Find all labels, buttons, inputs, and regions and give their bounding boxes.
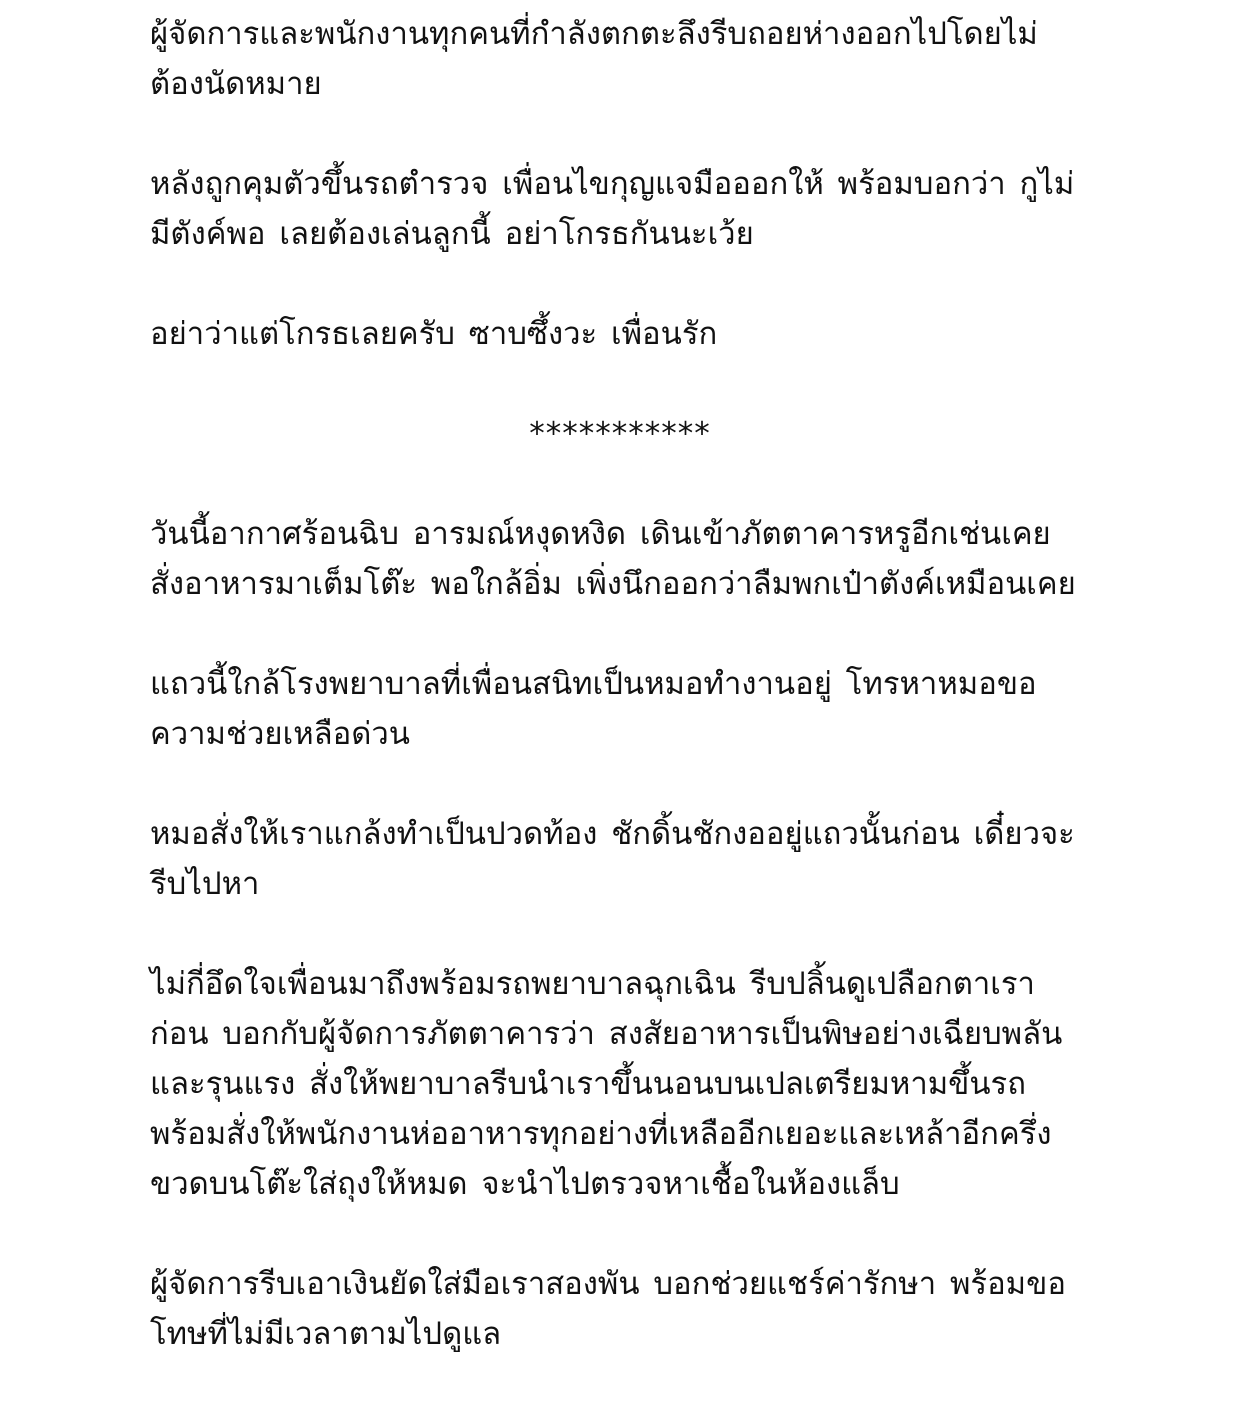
paragraph-7: ไม่กี่อึดใจเพื่อนมาถึงพร้อมรถพยาบาลฉุกเฉิน รีบปลิ้นดูเปลือกตาเรา ก่อน บอกกับผู้จัดการภัตตาคารว่า สงสัยอาหารเป็นพิษอย่างเฉียบพลัน และรุนแรง สั่งให้พยาบาลรีบนำเราขึ้นนอนบนเปลเตรียมหามขึ้นรถ พร้อมสั่งให้พนักงานห่ออาหารทุกอย่างที่เหลืออีกเยอะและเหล้าอีกครึ่ง ขวดบนโต๊ะใส่ถุงให้หมด จะนำไปตรวจหาเชื้อในห้องแล็บ	[150, 966, 1063, 1202]
section-separator: ***********	[529, 416, 711, 452]
paragraph-1: ผู้จัดการและพนักงานทุกคนที่กำลังตกตะลึงรีบถอยห่างออกไปโดยไม่ ต้องนัดหมาย	[150, 16, 1038, 102]
paragraph-5: แถวนี้ใกล้โรงพยาบาลที่เพื่อนสนิทเป็นหมอทำงานอยู่ โทรหาหมอขอ ความช่วยเหลือด่วน	[150, 666, 1037, 752]
paragraph-2: หลังถูกคุมตัวขึ้นรถตำรวจ เพื่อนไขกุญแจมือออกให้ พร้อมบอกว่า กูไม่ มีตังค์พอ เลยต้องเล่นลูกนี้ อย่าโกรธกันนะเว้ย	[150, 166, 1075, 252]
paragraph-4: วันนี้อากาศร้อนฉิบ อารมณ์หงุดหงิด เดินเข้าภัตตาคารหรูอีกเช่นเคย สั่งอาหารมาเต็มโต๊ะ พอใกล้อิ่ม เพิ่งนึกออกว่าลืมพกเป๋าตังค์เหมือนเคย	[150, 516, 1076, 602]
article-body	[150, 9, 1090, 1409]
paragraph-8: ผู้จัดการรีบเอาเงินยัดใส่มือเราสองพัน บอกช่วยแชร์ค่ารักษา พร้อมขอ โทษที่ไม่มีเวลาตามไปดูแล	[150, 1266, 1066, 1352]
paragraph-3: อย่าว่าแต่โกรธเลยครับ ซาบซึ้งวะ เพื่อนรัก	[150, 316, 718, 352]
paragraph-6: หมอสั่งให้เราแกล้งทำเป็นปวดท้อง ชักดิ้นชักงออยู่แถวนั้นก่อน เดี๋ยวจะ รีบไปหา	[150, 816, 1075, 902]
